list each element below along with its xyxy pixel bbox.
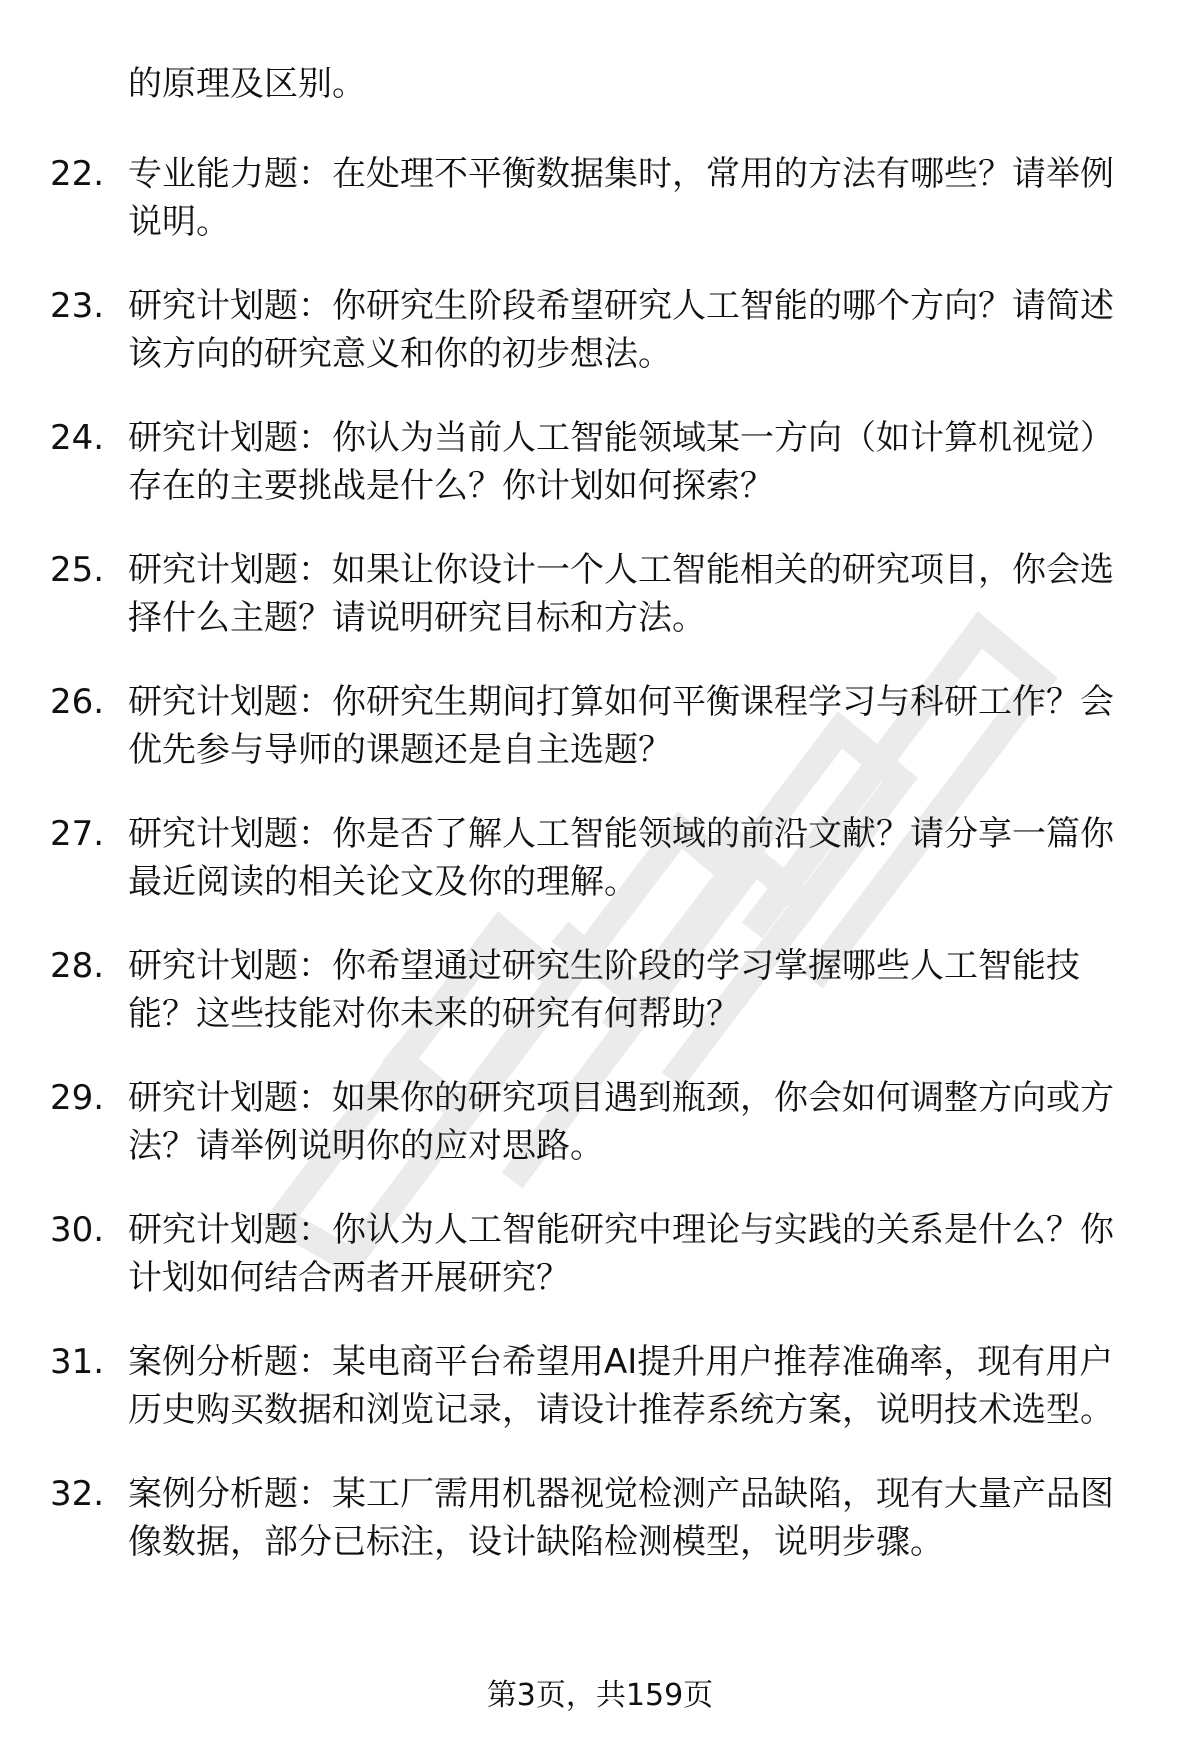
question-number: 32. xyxy=(50,1474,105,1514)
question-list xyxy=(0,150,1200,1602)
question-item xyxy=(0,1206,1200,1302)
page-footer: 第3页，共159页 xyxy=(486,1678,714,1713)
question-text: 专业能力题：在处理不平衡数据集时，常用的方法有哪些？请举例说明。 xyxy=(128,154,1114,242)
continuation-text: 的原理及区别。 xyxy=(128,64,366,104)
question-item xyxy=(0,1074,1200,1170)
question-text: 研究计划题：你认为人工智能研究中理论与实践的关系是什么？你计划如何结合两者开展研究？ xyxy=(128,1210,1114,1298)
question-text: 研究计划题：你研究生阶段希望研究人工智能的哪个方向？请简述该方向的研究意义和你的初步想法。 xyxy=(128,286,1114,374)
question-item xyxy=(0,810,1200,906)
question-number: 29. xyxy=(50,1078,105,1118)
question-number: 31. xyxy=(50,1342,105,1382)
question-number: 26. xyxy=(50,682,105,722)
question-number: 24. xyxy=(50,418,105,458)
question-number: 25. xyxy=(50,550,105,590)
question-text: 案例分析题：某工厂需用机器视觉检测产品缺陷，现有大量产品图像数据，部分已标注，设计缺陷检测模型，说明步骤。 xyxy=(128,1474,1114,1562)
question-text: 研究计划题：你希望通过研究生阶段的学习掌握哪些人工智能技能？这些技能对你未来的研究有何帮助？ xyxy=(128,946,1080,1034)
question-text: 研究计划题：你认为当前人工智能领域某一方向（如计算机视觉）存在的主要挑战是什么？你计划如何探索？ xyxy=(128,418,1114,506)
question-text: 研究计划题：你是否了解人工智能领域的前沿文献？请分享一篇你最近阅读的相关论文及你的理解。 xyxy=(128,814,1114,902)
question-number: 27. xyxy=(50,814,105,854)
question-number: 23. xyxy=(50,286,105,326)
question-item xyxy=(0,546,1200,642)
question-item xyxy=(0,414,1200,510)
question-item xyxy=(0,282,1200,378)
question-number: 28. xyxy=(50,946,105,986)
question-text: 研究计划题：你研究生期间打算如何平衡课程学习与科研工作？会优先参与导师的课题还是自主选题？ xyxy=(128,682,1114,770)
question-text: 案例分析题：某电商平台希望用AI提升用户推荐准确率，现有用户历史购买数据和浏览记录，请设计推荐系统方案，说明技术选型。 xyxy=(128,1342,1114,1430)
question-text: 研究计划题：如果你的研究项目遇到瓶颈，你会如何调整方向或方法？请举例说明你的应对思路。 xyxy=(128,1078,1114,1166)
question-text: 研究计划题：如果让你设计一个人工智能相关的研究项目，你会选择什么主题？请说明研究目标和方法。 xyxy=(128,550,1114,638)
question-number: 22. xyxy=(50,154,105,194)
question-item xyxy=(0,942,1200,1038)
question-item xyxy=(0,678,1200,774)
question-number: 30. xyxy=(50,1210,105,1250)
question-item xyxy=(0,1338,1200,1434)
question-item xyxy=(0,150,1200,246)
question-item xyxy=(0,1470,1200,1566)
